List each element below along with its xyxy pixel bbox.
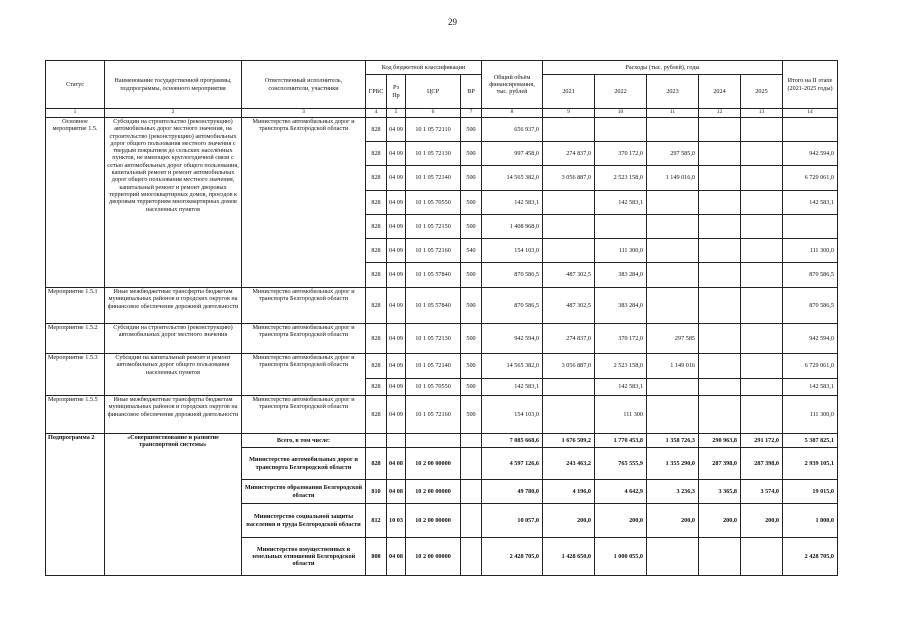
- vr-cell: 500: [461, 396, 482, 434]
- csr-cell: 10 1 05 57840: [406, 288, 461, 324]
- grbs-cell: 828: [366, 215, 387, 239]
- year-2023-cell: 1 149 016: [647, 354, 699, 379]
- rz-pr-cell: 04 09: [387, 288, 406, 324]
- year-2024-cell: [699, 191, 741, 215]
- year-2022-cell: 1 000 055,0: [595, 538, 647, 576]
- rz-pr-cell: 04 09: [387, 142, 406, 166]
- vr-cell: 500: [461, 324, 482, 354]
- year-2023-cell: 1 149 016,0: [647, 166, 699, 191]
- vr-cell: [461, 538, 482, 576]
- year-2024-cell: [699, 118, 741, 142]
- executor-cell: Министерство автомобильных дорог и транспорта Белгородской области: [242, 448, 366, 480]
- stage-total-cell: 19 015,0: [783, 480, 838, 504]
- rz-pr-cell: 04 08: [387, 480, 406, 504]
- total-finance-cell: 49 780,0: [482, 480, 543, 504]
- header-stage-total: Итого на II этапе (2021-2025 годы): [783, 61, 838, 109]
- csr-cell: [406, 434, 461, 448]
- header-expenses: Расходы (тыс. рублей), годы: [543, 61, 783, 75]
- name-cell: Иные межбюджетные трансферты бюджетам муниципальных районов и городских округов на финансовое обеспечение дорожной деятельности: [105, 396, 242, 434]
- rz-pr-cell: 04 09: [387, 191, 406, 215]
- name-cell: Иные межбюджетные трансферты бюджетам муниципальных районов и городских округов на финансовое обеспечение дорожной деятельности: [105, 288, 242, 324]
- name-cell: Субсидии на строительство (реконструкцию) автомобильных дорог местного значения, на строительство (реконструкцию) автомобильных дорог общего пользования местного значения с твердым покрытием до сельских населённых пунктов, не имеющих круглогодичной связи с сетью автомобильных дорог общего пользования, капитальный ремонт и ремонт автомобильных дорог общего пользования местного значения, капитальный ремонт и ремонт дворовых территорий многоквартирных домов, проездов к дворовым территориям многоквартирных домов населенных пунктов: [105, 118, 242, 288]
- table-row: [46, 354, 838, 379]
- header-2023: 2023: [647, 75, 699, 109]
- col-number: 6: [406, 109, 461, 118]
- header-row-1: [46, 61, 838, 75]
- header-2024: 2024: [699, 75, 741, 109]
- header-budget-code: Код бюджетной классификации: [366, 61, 482, 75]
- year-2024-cell: [699, 263, 741, 288]
- year-2025-cell: [741, 263, 783, 288]
- rz-pr-cell: 04 08: [387, 448, 406, 480]
- executor-cell: Министерство автомобильных дорог и транспорта Белгородской области: [242, 288, 366, 324]
- year-2025-cell: 200,0: [741, 504, 783, 538]
- year-2022-cell: 370 172,0: [595, 142, 647, 166]
- col-number: 3: [242, 109, 366, 118]
- status-cell: Подпрограмма 2: [46, 434, 105, 576]
- csr-cell: 10 1 05 72140: [406, 354, 461, 379]
- total-finance-cell: 154 103,0: [482, 239, 543, 263]
- header-2025: 2025: [741, 75, 783, 109]
- table-row: [46, 324, 838, 354]
- year-2025-cell: [741, 239, 783, 263]
- year-2021-cell: [543, 239, 595, 263]
- year-2024-cell: 290 963,8: [699, 434, 741, 448]
- year-2025-cell: [741, 142, 783, 166]
- year-2023-cell: 200,0: [647, 504, 699, 538]
- total-finance-cell: 870 586,5: [482, 288, 543, 324]
- header-total-finance: Общий объём финансирования, тыс. рублей: [482, 61, 543, 109]
- year-2023-cell: [647, 118, 699, 142]
- header-name: Наименование государственной программы, подпрограммы, основного мероприятия: [105, 61, 242, 109]
- stage-total-cell: 111 300,0: [783, 396, 838, 434]
- rz-pr-cell: 04 09: [387, 379, 406, 396]
- stage-total-cell: 942 594,0: [783, 324, 838, 354]
- csr-cell: 10 1 05 70550: [406, 191, 461, 215]
- col-number: 11: [647, 109, 699, 118]
- executor-cell: Министерство автомобильных дорог и транспорта Белгородской области: [242, 396, 366, 434]
- year-2021-cell: 3 056 887,0: [543, 354, 595, 379]
- year-2022-cell: 370 172,0: [595, 324, 647, 354]
- year-2021-cell: 274 837,0: [543, 324, 595, 354]
- total-finance-cell: 7 085 668,6: [482, 434, 543, 448]
- grbs-cell: 828: [366, 142, 387, 166]
- stage-total-cell: 6 729 061,0: [783, 166, 838, 191]
- grbs-cell: 828: [366, 324, 387, 354]
- year-2024-cell: [699, 396, 741, 434]
- year-2021-cell: 1 428 650,0: [543, 538, 595, 576]
- total-finance-cell: 10 057,0: [482, 504, 543, 538]
- stage-total-cell: 111 300,0: [783, 239, 838, 263]
- year-2021-cell: 274 837,0: [543, 142, 595, 166]
- year-2022-cell: 2 523 158,0: [595, 354, 647, 379]
- vr-cell: 500: [461, 215, 482, 239]
- year-2024-cell: [699, 166, 741, 191]
- csr-cell: 10 2 00 00000: [406, 504, 461, 538]
- col-number: 2: [105, 109, 242, 118]
- csr-cell: 10 1 05 72140: [406, 166, 461, 191]
- grbs-cell: 828: [366, 239, 387, 263]
- year-2021-cell: [543, 396, 595, 434]
- csr-cell: 10 1 05 72110: [406, 118, 461, 142]
- vr-cell: 500: [461, 118, 482, 142]
- year-2022-cell: 200,0: [595, 504, 647, 538]
- grbs-cell: 828: [366, 263, 387, 288]
- header-csr: ЦСР: [406, 75, 461, 109]
- year-2021-cell: [543, 118, 595, 142]
- year-2025-cell: [741, 379, 783, 396]
- year-2022-cell: 111 300,0: [595, 239, 647, 263]
- col-number: 7: [461, 109, 482, 118]
- name-cell: Субсидии на капитальный ремонт и ремонт автомобильных дорог общего пользования населенных пунктов: [105, 354, 242, 396]
- year-2025-cell: [741, 215, 783, 239]
- rz-pr-cell: 10 03: [387, 504, 406, 538]
- stage-total-cell: 870 586,5: [783, 263, 838, 288]
- year-2025-cell: 287 398,0: [741, 448, 783, 480]
- year-2021-cell: 243 463,2: [543, 448, 595, 480]
- total-finance-cell: 142 583,1: [482, 191, 543, 215]
- grbs-cell: 828: [366, 191, 387, 215]
- year-2025-cell: [741, 166, 783, 191]
- grbs-cell: 810: [366, 480, 387, 504]
- year-2021-cell: [543, 191, 595, 215]
- year-2022-cell: 383 284,0: [595, 288, 647, 324]
- rz-pr-cell: 04 09: [387, 396, 406, 434]
- year-2024-cell: 200,0: [699, 504, 741, 538]
- year-2024-cell: [699, 215, 741, 239]
- status-cell: Мероприятие 1.5.1: [46, 288, 105, 324]
- year-2022-cell: 142 583,1: [595, 191, 647, 215]
- csr-cell: 10 1 05 72130: [406, 324, 461, 354]
- vr-cell: [461, 434, 482, 448]
- grbs-cell: 828: [366, 118, 387, 142]
- year-2021-cell: [543, 379, 595, 396]
- col-number: 13: [741, 109, 783, 118]
- executor-cell: Министерство социальной защиты населения и труда Белгородской области: [242, 504, 366, 538]
- vr-cell: 500: [461, 263, 482, 288]
- year-2023-cell: [647, 191, 699, 215]
- year-2023-cell: [647, 538, 699, 576]
- vr-cell: 500: [461, 191, 482, 215]
- status-cell: Мероприятие 1.5.3: [46, 354, 105, 396]
- year-2024-cell: [699, 379, 741, 396]
- year-2021-cell: 1 676 509,2: [543, 434, 595, 448]
- grbs-cell: 828: [366, 379, 387, 396]
- total-finance-cell: 1 408 968,0: [482, 215, 543, 239]
- rz-pr-cell: 04 09: [387, 324, 406, 354]
- stage-total-cell: 142 583,1: [783, 379, 838, 396]
- rz-pr-cell: [387, 434, 406, 448]
- executor-cell: Министерство образования Белгородской области: [242, 480, 366, 504]
- total-finance-cell: 4 597 126,6: [482, 448, 543, 480]
- grbs-cell: 808: [366, 538, 387, 576]
- year-2022-cell: 383 284,0: [595, 263, 647, 288]
- rz-pr-cell: 04 09: [387, 239, 406, 263]
- vr-cell: [461, 448, 482, 480]
- stage-total-cell: [783, 118, 838, 142]
- year-2025-cell: 291 172,0: [741, 434, 783, 448]
- stage-total-cell: 5 387 825,1: [783, 434, 838, 448]
- year-2022-cell: [595, 215, 647, 239]
- csr-cell: 10 2 00 00000: [406, 538, 461, 576]
- total-finance-cell: 2 428 705,0: [482, 538, 543, 576]
- status-cell: Мероприятие 1.5.2: [46, 324, 105, 354]
- csr-cell: 10 2 00 00000: [406, 480, 461, 504]
- total-finance-cell: 154 103,0: [482, 396, 543, 434]
- year-2024-cell: 287 398,0: [699, 448, 741, 480]
- rz-pr-cell: 04 09: [387, 354, 406, 379]
- year-2025-cell: [741, 324, 783, 354]
- grbs-cell: 828: [366, 288, 387, 324]
- year-2021-cell: [543, 215, 595, 239]
- budget-table: [45, 60, 838, 576]
- year-2023-cell: [647, 288, 699, 324]
- total-finance-cell: 656 937,0: [482, 118, 543, 142]
- year-2021-cell: 487 302,5: [543, 263, 595, 288]
- stage-total-cell: 1 000,0: [783, 504, 838, 538]
- vr-cell: 500: [461, 379, 482, 396]
- col-number: 5: [387, 109, 406, 118]
- name-cell: «Совершенствование и развитие транспортной системы»: [105, 434, 242, 576]
- col-number: 1: [46, 109, 105, 118]
- stage-total-cell: 942 594,0: [783, 142, 838, 166]
- status-cell: Основное мероприятие 1.5.: [46, 118, 105, 288]
- rz-pr-cell: 04 09: [387, 118, 406, 142]
- year-2022-cell: 1 770 453,8: [595, 434, 647, 448]
- col-number: 10: [595, 109, 647, 118]
- csr-cell: 10 1 05 72130: [406, 142, 461, 166]
- year-2025-cell: [741, 288, 783, 324]
- year-2024-cell: [699, 354, 741, 379]
- header-2022: 2022: [595, 75, 647, 109]
- year-2025-cell: [741, 191, 783, 215]
- year-2023-cell: [647, 379, 699, 396]
- table-row: [46, 118, 838, 142]
- year-2025-cell: 3 574,0: [741, 480, 783, 504]
- year-2025-cell: [741, 118, 783, 142]
- year-2023-cell: 297 585: [647, 324, 699, 354]
- year-2023-cell: [647, 396, 699, 434]
- year-2021-cell: 487 302,5: [543, 288, 595, 324]
- total-finance-cell: 142 583,1: [482, 379, 543, 396]
- executor-cell: Всего, в том числе:: [242, 434, 366, 448]
- year-2024-cell: [699, 538, 741, 576]
- rz-pr-cell: 04 09: [387, 263, 406, 288]
- total-finance-cell: 997 458,0: [482, 142, 543, 166]
- grbs-cell: 828: [366, 166, 387, 191]
- year-2024-cell: [699, 324, 741, 354]
- vr-cell: 500: [461, 142, 482, 166]
- stage-total-cell: 142 583,1: [783, 191, 838, 215]
- year-2021-cell: 200,0: [543, 504, 595, 538]
- year-2024-cell: [699, 142, 741, 166]
- csr-cell: 10 1 05 72160: [406, 396, 461, 434]
- status-cell: Мероприятие 1.5.5: [46, 396, 105, 434]
- stage-total-cell: 2 428 705,0: [783, 538, 838, 576]
- year-2022-cell: 4 642,9: [595, 480, 647, 504]
- header-2021: 2021: [543, 75, 595, 109]
- executor-cell: Министерство имущественных и земельных отношений Белгородской области: [242, 538, 366, 576]
- rz-pr-cell: 04 09: [387, 215, 406, 239]
- total-finance-cell: 942 594,0: [482, 324, 543, 354]
- vr-cell: 500: [461, 288, 482, 324]
- vr-cell: [461, 480, 482, 504]
- header-executor: Ответственный исполнитель, соисполнители, участники: [242, 61, 366, 109]
- table-row: [46, 434, 838, 448]
- col-number: 8: [482, 109, 543, 118]
- rz-pr-cell: 04 08: [387, 538, 406, 576]
- year-2023-cell: [647, 215, 699, 239]
- year-2024-cell: [699, 288, 741, 324]
- csr-cell: 10 1 05 72150: [406, 215, 461, 239]
- stage-total-cell: 870 586,5: [783, 288, 838, 324]
- year-2021-cell: 3 056 887,0: [543, 166, 595, 191]
- vr-cell: 540: [461, 239, 482, 263]
- column-number-row: [46, 109, 838, 118]
- rz-pr-cell: 04 09: [387, 166, 406, 191]
- grbs-cell: [366, 434, 387, 448]
- executor-cell: Министерство автомобильных дорог и транспорта Белгородской области: [242, 118, 366, 288]
- col-number: 9: [543, 109, 595, 118]
- table-row: [46, 396, 838, 434]
- header-status: Статус: [46, 61, 105, 109]
- year-2025-cell: [741, 396, 783, 434]
- year-2025-cell: [741, 538, 783, 576]
- stage-total-cell: 6 729 061,0: [783, 354, 838, 379]
- grbs-cell: 828: [366, 396, 387, 434]
- col-number: 14: [783, 109, 838, 118]
- year-2023-cell: 1 355 290,0: [647, 448, 699, 480]
- executor-cell: Министерство автомобильных дорог и транспорта Белгородской области: [242, 324, 366, 354]
- csr-cell: 10 1 05 72160: [406, 239, 461, 263]
- stage-total-cell: [783, 215, 838, 239]
- year-2022-cell: 111 300: [595, 396, 647, 434]
- year-2022-cell: [595, 118, 647, 142]
- year-2022-cell: 142 583,1: [595, 379, 647, 396]
- table-row: [46, 288, 838, 324]
- year-2022-cell: 765 555,9: [595, 448, 647, 480]
- page-number: 29: [448, 17, 457, 27]
- year-2023-cell: 3 236,3: [647, 480, 699, 504]
- vr-cell: 500: [461, 354, 482, 379]
- vr-cell: [461, 504, 482, 538]
- stage-total-cell: 2 939 105,1: [783, 448, 838, 480]
- header-vr: ВР: [461, 75, 482, 109]
- col-number: 4: [366, 109, 387, 118]
- total-finance-cell: 14 565 382,0: [482, 166, 543, 191]
- year-2021-cell: 4 196,0: [543, 480, 595, 504]
- year-2023-cell: 297 585,0: [647, 142, 699, 166]
- executor-cell: Министерство автомобильных дорог и транспорта Белгородской области: [242, 354, 366, 396]
- csr-cell: 10 1 05 57840: [406, 263, 461, 288]
- csr-cell: 10 2 00 00000: [406, 448, 461, 480]
- header-rz-pr: Рз Пр: [387, 75, 406, 109]
- year-2023-cell: [647, 263, 699, 288]
- total-finance-cell: 14 565 382,0: [482, 354, 543, 379]
- year-2023-cell: [647, 239, 699, 263]
- total-finance-cell: 870 586,5: [482, 263, 543, 288]
- grbs-cell: 828: [366, 354, 387, 379]
- grbs-cell: 828: [366, 448, 387, 480]
- year-2022-cell: 2 523 158,0: [595, 166, 647, 191]
- year-2024-cell: 3 365,8: [699, 480, 741, 504]
- header-grbs: ГРБС: [366, 75, 387, 109]
- grbs-cell: 812: [366, 504, 387, 538]
- year-2023-cell: 1 358 726,3: [647, 434, 699, 448]
- vr-cell: 500: [461, 166, 482, 191]
- year-2024-cell: [699, 239, 741, 263]
- year-2025-cell: [741, 354, 783, 379]
- col-number: 12: [699, 109, 741, 118]
- csr-cell: 10 1 05 70550: [406, 379, 461, 396]
- name-cell: Субсидии на строительство (реконструкцию) автомобильных дорог местного значения: [105, 324, 242, 354]
